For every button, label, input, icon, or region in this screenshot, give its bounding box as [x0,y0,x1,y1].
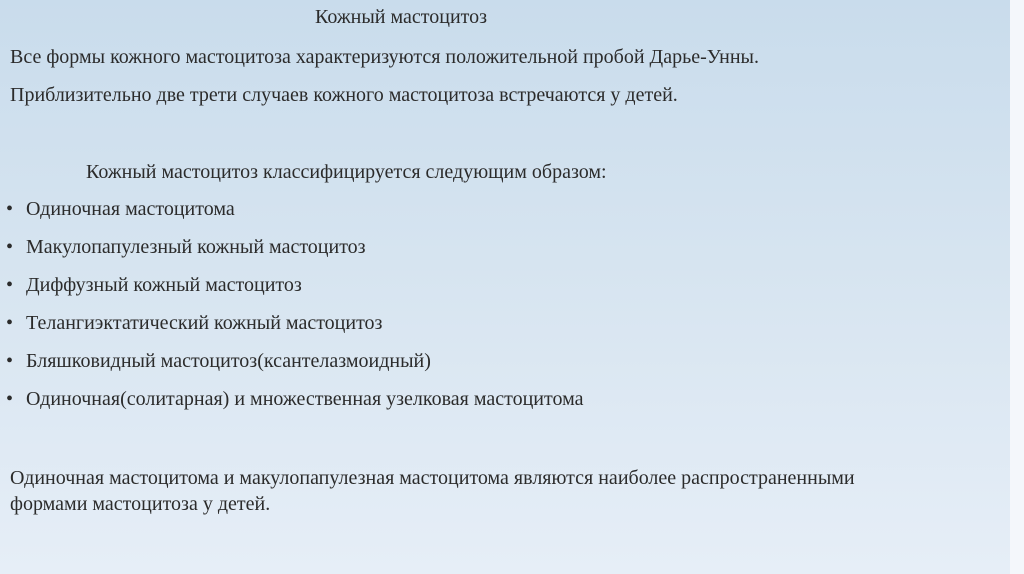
list-item [6,386,584,424]
closing-paragraph: Одиночная мастоцитома и макулопапулезная мастоцитома являются наиболее распространенными формами мастоцитоза у детей. [10,467,855,515]
bullet-icon: • [6,350,14,372]
paragraph-dariet-test: Все формы кожного мастоцитоза характеризуются положительной пробой Дарье-Унны. [10,46,759,68]
list-item [6,196,584,234]
list-item [6,234,584,272]
bullet-icon: • [6,388,14,410]
list-item [6,310,584,348]
classification-list [6,196,584,424]
bullet-icon: • [6,274,14,296]
list-item-label: Телангиэктатический кожный мастоцитоз [26,312,383,334]
paragraph-children-incidence: Приблизительно две трети случаев кожного мастоцитоза встречаются у детей. [10,84,678,106]
list-item-label: Бляшковидный мастоцитоз(ксантелазмоидный) [26,350,431,372]
bullet-icon: • [6,312,14,334]
list-item [6,272,584,310]
list-item-label: Макулопапулезный кожный мастоцитоз [26,236,366,258]
bullet-icon: • [6,236,14,258]
list-item-label: Одиночная(солитарная) и множественная узелковая мастоцитома [26,388,584,410]
right-edge-strip [1010,0,1024,574]
list-item [6,348,584,386]
list-item-label: Одиночная мастоцитома [26,198,235,220]
slide-title: Кожный мастоцитоз [315,6,488,28]
list-item-label: Диффузный кожный мастоцитоз [26,274,302,296]
classification-heading: Кожный мастоцитоз классифицируется следующим образом: [86,161,607,183]
bullet-icon: • [6,198,14,220]
